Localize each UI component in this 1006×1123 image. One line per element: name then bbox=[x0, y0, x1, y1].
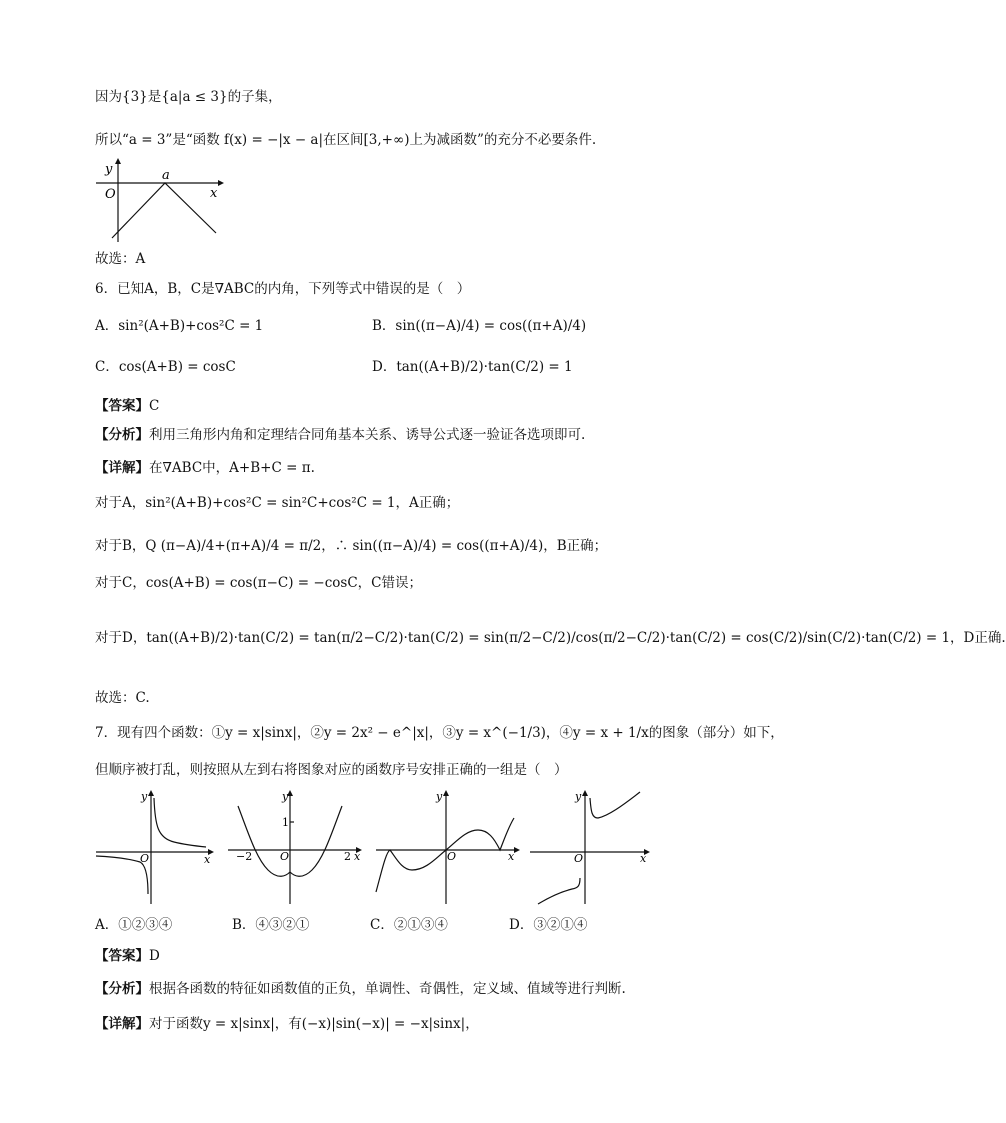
question-7-stem-2 bbox=[95, 760, 568, 780]
q7-analysis bbox=[95, 979, 626, 999]
axis-x-label: x bbox=[508, 850, 515, 863]
answer-tag: 【答案】 bbox=[95, 398, 149, 414]
q6-analysis bbox=[95, 425, 585, 445]
origin-label: O bbox=[105, 187, 116, 202]
q7-option-d bbox=[509, 915, 587, 935]
axis-y-label: y bbox=[282, 790, 289, 803]
graph-4 bbox=[528, 788, 652, 906]
axis-y-label: y bbox=[141, 790, 148, 803]
answer-tag: 【答案】 bbox=[95, 948, 149, 964]
analysis-text: 利用三角形内角和定理结合同角基本关系、诱导公式逐一验证各选项即可. bbox=[149, 427, 586, 443]
axis-y-label: y bbox=[436, 790, 443, 803]
axis-x-label: x bbox=[210, 186, 218, 201]
text-line-choose-c bbox=[95, 688, 150, 708]
option-text: B．④③②① bbox=[232, 917, 310, 933]
axis-x-label: x bbox=[204, 853, 211, 866]
axis-y-label: y bbox=[105, 162, 113, 177]
q6-option-a bbox=[95, 316, 263, 336]
line-text: 7．现有四个函数：①y = x|sinx|，②y = 2x² − e^|x|，③y = x^(−1/3)，④y = x + 1/x的图象（部分）如下， bbox=[95, 725, 784, 741]
axis-x-label: x bbox=[640, 852, 647, 865]
line-text: 故选：C. bbox=[95, 690, 150, 706]
analysis-tag: 【分析】 bbox=[95, 427, 149, 443]
line-text: 对于C，cos(A+B) = cos(π−C) = −cosC，C错误； bbox=[95, 575, 422, 591]
q7-option-c bbox=[370, 915, 448, 935]
detail-text: 对于函数y = x|sinx|，有(−x)|sin(−x)| = −x|sinx|， bbox=[149, 1016, 479, 1032]
text-line-choose-a bbox=[95, 249, 145, 269]
answer-value: C bbox=[149, 398, 160, 414]
option-text: A．sin²(A+B)+cos²C = 1 bbox=[95, 318, 264, 334]
q6-detail-d bbox=[95, 628, 1006, 648]
origin-label: O bbox=[140, 852, 150, 865]
option-text: C．②①③④ bbox=[370, 917, 448, 933]
graph-3 bbox=[374, 788, 522, 906]
q7-detail bbox=[95, 1014, 479, 1034]
line-text: 但顺序被打乱，则按照从左到右将图象对应的函数序号安排正确的一组是（ ） bbox=[95, 762, 568, 778]
line-text: 对于B，Q (π−A)/4+(π+A)/4 = π/2，∴ sin((π−A)/4) = cos((π+A)/4)，B正确； bbox=[95, 538, 608, 554]
q7-option-a bbox=[95, 915, 172, 935]
q6-detail-a bbox=[95, 493, 459, 513]
tick-label-neg-two: −2 bbox=[236, 850, 253, 863]
line-text: 6．已知A，B，C是∇ABC的内角，下列等式中错误的是（ ） bbox=[95, 281, 471, 297]
detail-tag: 【详解】 bbox=[95, 460, 149, 476]
figure-abs-graph bbox=[96, 158, 226, 242]
q7-option-b bbox=[232, 915, 309, 935]
graph-2 bbox=[226, 788, 364, 906]
axis-y-label: y bbox=[575, 790, 582, 803]
q7-answer bbox=[95, 946, 160, 966]
q6-option-b bbox=[372, 316, 586, 336]
text-line-conclusion bbox=[95, 130, 596, 150]
graph-1 bbox=[94, 788, 216, 906]
q6-answer bbox=[95, 396, 159, 416]
origin-label: O bbox=[447, 850, 457, 863]
question-7-stem-1 bbox=[95, 723, 784, 743]
option-text: C．cos(A+B) = cosC bbox=[95, 359, 236, 375]
q6-detail bbox=[95, 458, 315, 478]
axis-x-label: x bbox=[354, 850, 361, 863]
tick-label-pos-two: 2 bbox=[344, 850, 351, 863]
line-text: 所以“a = 3”是“函数 f(x) = −|x − a|在区间[3,+∞)上为减函数”的充分不必要条件. bbox=[95, 132, 597, 148]
option-text: B．sin((π−A)/4) = cos((π+A)/4) bbox=[372, 318, 587, 334]
vertex-a-label: a bbox=[162, 168, 170, 183]
detail-tag: 【详解】 bbox=[95, 1016, 149, 1032]
question-6-stem bbox=[95, 279, 470, 299]
origin-label: O bbox=[280, 850, 290, 863]
answer-value: D bbox=[149, 948, 160, 964]
q6-detail-b bbox=[95, 536, 607, 556]
q6-option-c bbox=[95, 357, 236, 377]
q6-detail-c bbox=[95, 573, 422, 593]
option-text: D．tan((A+B)/2)·tan(C/2) = 1 bbox=[372, 359, 573, 375]
line-text: 因为{3}是{a|a ≤ 3}的子集， bbox=[95, 89, 282, 105]
line-text: 故选：A bbox=[95, 251, 146, 267]
origin-label: O bbox=[574, 852, 584, 865]
line-text: 对于A，sin²(A+B)+cos²C = sin²C+cos²C = 1，A正确； bbox=[95, 495, 460, 511]
q6-option-d bbox=[372, 357, 573, 377]
analysis-text: 根据各函数的特征如函数值的正负，单调性、奇偶性，定义域、值域等进行判断. bbox=[149, 981, 626, 997]
analysis-tag: 【分析】 bbox=[95, 981, 149, 997]
option-text: A．①②③④ bbox=[95, 917, 173, 933]
option-text: D．③②①④ bbox=[509, 917, 588, 933]
text-line-subset bbox=[95, 87, 282, 107]
tick-label-one: 1 bbox=[282, 816, 289, 829]
detail-text: 在∇ABC中，A+B+C = π. bbox=[149, 460, 315, 476]
line-text: 对于D，tan((A+B)/2)·tan(C/2) = tan(π/2−C/2)·tan(C/2) = sin(π/2−C/2)/cos(π/2−C/2)·tan(C/2) = cos(C/2)/sin(C/2)·tan(C/2) = 1，D正确. bbox=[95, 630, 1006, 646]
